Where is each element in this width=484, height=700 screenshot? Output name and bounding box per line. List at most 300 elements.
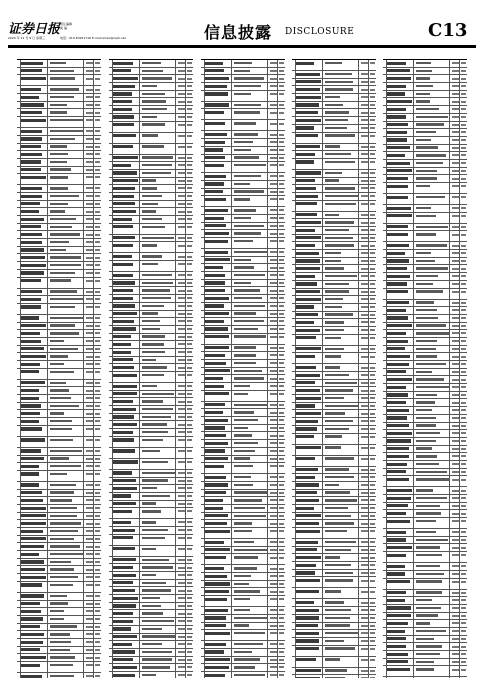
ratio-cell	[277, 181, 278, 188]
value-cell	[83, 639, 84, 646]
description-cell	[47, 224, 48, 231]
ratio-cell	[368, 528, 369, 538]
description-cell	[322, 304, 323, 311]
ratio-cell	[277, 303, 278, 310]
table-row	[292, 456, 376, 467]
description-cell	[413, 205, 414, 212]
value-cell	[267, 432, 268, 439]
value-cell	[267, 607, 268, 614]
description-cell	[231, 207, 232, 214]
value-cell	[449, 129, 450, 136]
description-cell	[322, 623, 323, 630]
value-cell	[449, 438, 450, 445]
ratio-cell	[459, 563, 460, 570]
description-cell	[231, 181, 232, 188]
description-cell	[47, 330, 48, 337]
ratio-cell	[277, 280, 278, 287]
description-cell	[322, 497, 323, 504]
description-cell	[47, 513, 48, 520]
ratio-cell	[277, 83, 278, 90]
security-name-cell	[205, 281, 225, 284]
value-cell	[83, 582, 84, 592]
ratio-cell	[459, 323, 460, 330]
table-row	[383, 510, 467, 518]
ratio-cell	[93, 608, 94, 615]
description-cell	[139, 122, 140, 132]
value-cell	[449, 590, 450, 597]
ratio-cell	[185, 133, 186, 143]
table-row	[109, 641, 193, 649]
ratio-cell	[459, 399, 460, 406]
ratio-cell	[93, 647, 94, 654]
description-cell	[413, 636, 414, 643]
security-name-cell	[113, 358, 134, 361]
table-row	[292, 607, 376, 615]
value-cell	[175, 326, 176, 333]
description-cell	[413, 346, 414, 353]
ratio-cell	[185, 429, 186, 436]
description-cell	[231, 155, 232, 162]
value-cell	[449, 476, 450, 486]
description-cell	[139, 580, 140, 587]
ratio-cell	[93, 94, 94, 101]
table-row	[383, 213, 467, 224]
table-rows	[109, 59, 193, 678]
value-cell	[449, 338, 450, 345]
security-name-cell	[296, 541, 318, 544]
ratio-cell	[93, 624, 94, 631]
value-cell	[83, 315, 84, 322]
description-cell	[139, 519, 140, 526]
value-cell	[83, 289, 84, 296]
security-name-cell	[296, 355, 315, 358]
value-cell	[449, 537, 450, 544]
security-name-cell	[205, 346, 230, 349]
ratio-cell	[277, 456, 278, 463]
security-name-cell	[387, 85, 407, 88]
security-name-cell	[296, 427, 318, 430]
ratio-cell	[459, 552, 460, 562]
value-cell	[358, 539, 359, 546]
description-cell	[47, 574, 48, 581]
table-row	[109, 580, 193, 588]
security-name-cell	[205, 335, 229, 338]
table-row	[17, 380, 101, 388]
description-cell	[322, 151, 323, 158]
security-name-cell	[296, 103, 320, 106]
value-cell	[358, 570, 359, 577]
security-name-cell	[205, 77, 230, 80]
ratio-cell	[277, 131, 278, 138]
description-cell	[231, 573, 232, 580]
security-name-cell	[296, 179, 316, 182]
ratio-cell	[185, 657, 186, 664]
table-row	[17, 208, 101, 216]
ratio-cell	[277, 230, 278, 237]
description-cell	[47, 86, 48, 93]
ratio-cell	[368, 201, 369, 211]
security-name-cell	[205, 85, 227, 88]
value-cell	[449, 510, 450, 517]
value-cell	[175, 595, 176, 602]
ratio-cell	[93, 593, 94, 600]
security-name-cell	[21, 465, 40, 468]
ratio-cell	[459, 160, 460, 167]
value-cell	[83, 528, 84, 535]
security-name-cell	[205, 658, 230, 661]
ratio-cell	[185, 634, 186, 641]
ratio-cell	[368, 125, 369, 132]
security-name-cell	[296, 499, 320, 502]
table-row	[201, 641, 285, 649]
description-cell	[322, 312, 323, 319]
description-cell	[47, 216, 48, 223]
security-name-cell	[296, 187, 316, 190]
description-cell	[47, 608, 48, 615]
value-cell	[449, 183, 450, 193]
description-cell	[322, 588, 323, 598]
description-cell	[322, 615, 323, 622]
ratio-cell	[185, 287, 186, 294]
security-name-cell	[113, 351, 131, 354]
description-cell	[139, 459, 140, 469]
table-row	[17, 315, 101, 323]
ratio-cell	[185, 60, 186, 67]
description-cell	[322, 364, 323, 371]
security-name-cell	[21, 397, 40, 400]
ratio-cell	[459, 476, 460, 486]
table-row	[201, 375, 285, 383]
description-cell	[231, 607, 232, 614]
ratio-cell	[185, 75, 186, 82]
table-row	[109, 572, 193, 580]
description-cell	[139, 272, 140, 279]
ratio-cell	[459, 168, 460, 175]
ratio-cell	[277, 196, 278, 206]
security-name-cell	[296, 624, 318, 627]
description-cell	[413, 503, 414, 510]
value-cell	[83, 624, 84, 631]
table-row	[17, 647, 101, 655]
table-row	[109, 618, 193, 626]
table-row	[292, 125, 376, 133]
description-cell	[413, 129, 414, 136]
security-name-cell	[205, 69, 224, 72]
security-name-cell	[387, 455, 409, 458]
description-cell	[413, 453, 414, 460]
table-row	[201, 207, 285, 215]
description-cell	[413, 399, 414, 406]
value-cell	[267, 513, 268, 520]
ratio-cell	[459, 369, 460, 376]
security-name-cell	[113, 635, 138, 638]
table-row	[292, 201, 376, 212]
security-name-cell	[113, 202, 136, 205]
security-name-cell	[113, 77, 139, 80]
description-cell	[231, 326, 232, 333]
description-cell	[47, 247, 48, 254]
value-cell	[83, 437, 84, 447]
security-name-cell	[387, 185, 409, 188]
table-row	[109, 193, 193, 201]
ratio-cell	[93, 68, 94, 75]
table-row	[109, 664, 193, 672]
description-cell	[413, 145, 414, 152]
ratio-cell	[459, 469, 460, 476]
security-name-cell	[113, 494, 131, 497]
value-cell	[175, 280, 176, 287]
security-name-cell	[296, 468, 318, 471]
description-cell	[322, 426, 323, 433]
security-name-cell	[113, 566, 133, 569]
value-cell	[449, 666, 450, 676]
value-cell	[83, 497, 84, 504]
security-name-cell	[205, 385, 224, 388]
value-cell	[358, 273, 359, 280]
table-row	[383, 677, 467, 678]
ratio-cell	[459, 145, 460, 152]
table-row	[17, 338, 101, 346]
table-row	[383, 620, 467, 628]
description-cell	[139, 603, 140, 610]
ratio-cell	[277, 311, 278, 318]
description-cell	[322, 657, 323, 667]
table-row	[292, 547, 376, 555]
security-name-cell	[387, 309, 406, 312]
description-cell	[413, 659, 414, 666]
table-row	[201, 352, 285, 360]
table-row	[383, 145, 467, 153]
ratio-cell	[368, 547, 369, 554]
ratio-cell	[185, 448, 186, 458]
description-cell	[231, 173, 232, 180]
description-cell	[139, 664, 140, 671]
description-cell	[47, 426, 48, 436]
description-cell	[47, 418, 48, 425]
description-cell	[139, 657, 140, 664]
value-cell	[267, 581, 268, 588]
value-cell	[175, 170, 176, 177]
value-cell	[175, 261, 176, 271]
table-row	[292, 109, 376, 117]
table-row	[292, 273, 376, 281]
security-name-cell	[21, 202, 40, 205]
security-name-cell	[21, 241, 43, 244]
ratio-cell	[368, 170, 369, 177]
description-cell	[139, 398, 140, 405]
description-cell	[47, 254, 48, 261]
security-name-cell	[113, 123, 135, 126]
table-row	[109, 459, 193, 470]
table-row	[383, 597, 467, 605]
ratio-cell	[459, 430, 460, 437]
ratio-cell	[277, 497, 278, 504]
security-name-cell	[21, 290, 42, 293]
value-cell	[358, 418, 359, 425]
security-name-cell	[205, 190, 224, 193]
ratio-cell	[277, 368, 278, 375]
description-cell	[139, 287, 140, 294]
description-cell	[231, 345, 232, 352]
ratio-cell	[277, 463, 278, 473]
description-cell	[413, 666, 414, 676]
description-cell	[139, 261, 140, 271]
ratio-cell	[277, 573, 278, 580]
value-cell	[267, 60, 268, 67]
description-cell	[322, 668, 323, 675]
ratio-cell	[277, 326, 278, 333]
description-cell	[413, 300, 414, 307]
table-row	[292, 418, 376, 426]
table-row	[109, 657, 193, 665]
security-name-cell	[296, 404, 316, 407]
security-name-cell	[21, 370, 39, 373]
value-cell	[358, 387, 359, 394]
table-row	[383, 636, 467, 644]
description-cell	[322, 227, 323, 234]
description-cell	[413, 423, 414, 430]
security-name-cell	[205, 403, 225, 406]
value-cell	[83, 456, 84, 463]
table-row	[17, 128, 101, 136]
security-name-cell	[205, 274, 226, 277]
ratio-cell	[459, 423, 460, 430]
dateline: 2020 年 12 月 9 日 星期三	[8, 36, 46, 40]
table-row	[292, 60, 376, 71]
value-cell	[175, 162, 176, 169]
value-cell	[175, 641, 176, 648]
security-name-cell	[387, 546, 413, 549]
table-row	[292, 289, 376, 297]
security-name-cell	[113, 255, 132, 258]
security-name-cell	[113, 236, 135, 239]
description-cell	[413, 461, 414, 468]
table-row	[201, 230, 285, 238]
security-name-cell	[205, 643, 226, 646]
value-cell	[175, 341, 176, 348]
ratio-cell	[459, 114, 460, 121]
ratio-cell	[93, 86, 94, 93]
security-name-cell	[296, 282, 317, 285]
table-row	[17, 86, 101, 94]
value-cell	[449, 620, 450, 627]
value-cell	[175, 657, 176, 664]
security-name-cell	[21, 160, 42, 163]
value-cell	[358, 547, 359, 554]
security-name-cell	[21, 522, 47, 525]
security-name-cell	[113, 85, 135, 88]
description-cell	[322, 570, 323, 577]
table-row	[383, 666, 467, 677]
table-row	[383, 250, 467, 258]
table-row	[109, 318, 193, 326]
security-name-cell	[205, 609, 229, 612]
table-row	[201, 196, 285, 207]
section-title-en: DISCLOSURE	[285, 27, 355, 37]
ratio-cell	[277, 554, 278, 564]
security-name-cell	[296, 412, 322, 415]
value-cell	[83, 231, 84, 238]
value-cell	[175, 235, 176, 242]
security-name-cell	[205, 164, 225, 167]
security-name-cell	[296, 153, 315, 156]
security-name-cell	[296, 236, 321, 239]
description-cell	[322, 520, 323, 527]
security-name-cell	[387, 370, 406, 373]
table-row	[292, 646, 376, 657]
table-row	[17, 369, 101, 380]
security-name-cell	[387, 416, 407, 419]
table-row	[17, 520, 101, 528]
description-cell	[139, 193, 140, 200]
value-cell	[267, 155, 268, 162]
description-cell	[322, 490, 323, 497]
table-row	[109, 341, 193, 349]
table-row	[292, 117, 376, 125]
table-row	[109, 261, 193, 272]
description-cell	[322, 539, 323, 546]
description-cell	[231, 513, 232, 520]
value-cell	[358, 668, 359, 675]
value-cell	[267, 657, 268, 664]
description-cell	[139, 91, 140, 98]
description-cell	[47, 167, 48, 174]
table-column	[292, 54, 376, 678]
table-row	[383, 579, 467, 590]
description-cell	[322, 212, 323, 219]
description-cell	[322, 482, 323, 489]
table-row	[109, 672, 193, 678]
description-cell	[231, 295, 232, 302]
table-row	[292, 235, 376, 243]
value-cell	[358, 630, 359, 637]
table-row	[109, 493, 193, 501]
value-cell	[358, 588, 359, 598]
description-cell	[413, 83, 414, 90]
table-row	[383, 83, 467, 91]
value-cell	[449, 98, 450, 105]
table-row	[292, 505, 376, 513]
description-cell	[47, 482, 48, 489]
table-row	[109, 501, 193, 509]
table-row	[109, 391, 193, 399]
value-cell	[267, 318, 268, 325]
value-cell	[175, 318, 176, 325]
table-row	[292, 467, 376, 475]
table-rows	[201, 59, 285, 678]
table-row	[17, 543, 101, 551]
value-cell	[175, 114, 176, 121]
security-name-cell	[205, 666, 229, 669]
value-cell	[358, 353, 359, 363]
security-name-cell	[387, 432, 413, 435]
description-cell	[322, 562, 323, 569]
table-row	[383, 518, 467, 529]
security-name-cell	[205, 514, 229, 517]
security-name-cell	[205, 369, 231, 372]
value-cell	[358, 638, 359, 645]
header-rule-thin	[8, 47, 476, 48]
ratio-cell	[459, 651, 460, 658]
security-name-cell	[205, 198, 226, 201]
ratio-cell	[277, 223, 278, 230]
security-name-cell	[205, 392, 229, 395]
ratio-cell	[459, 620, 460, 627]
ratio-cell	[368, 312, 369, 319]
security-name-cell	[205, 92, 229, 95]
table-row	[17, 528, 101, 536]
description-cell	[322, 353, 323, 363]
